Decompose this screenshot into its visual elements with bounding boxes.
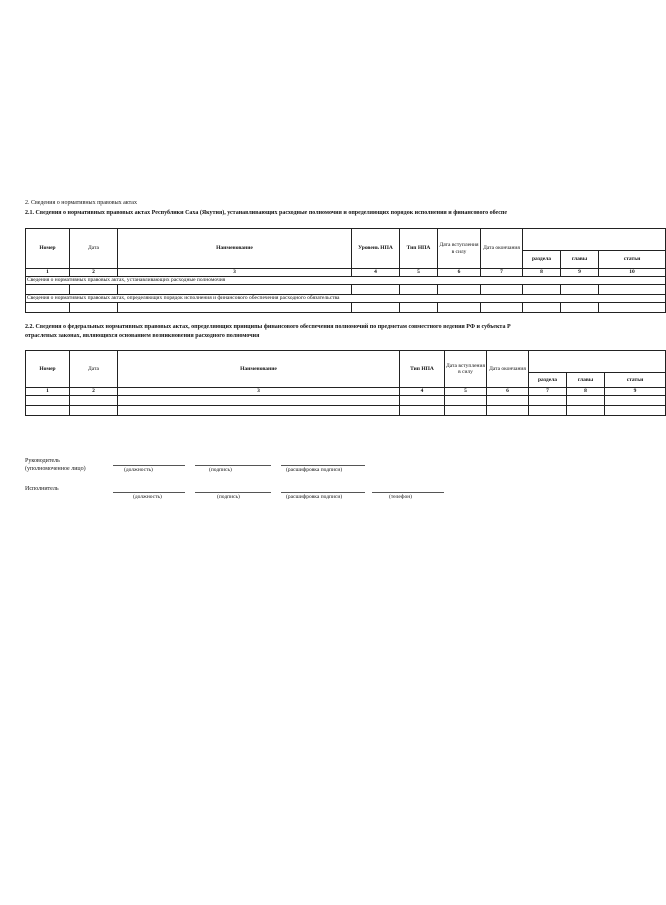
exec-phone-caption: (телефон) [389,494,413,500]
header-article: статьи [599,251,666,269]
col-number: 3 [118,269,352,277]
exec-position-line [113,492,185,493]
header-section: раздела [529,373,567,388]
exec-signature-line [195,492,271,493]
group-row-financing: Сведения о нормативных правовых актах, определяющих порядок исполнения и финансового обеспечения расходного обязательства [26,295,666,303]
header-type: Тип НПА [400,229,438,269]
header-structure-group [529,351,666,373]
col-number: 9 [605,388,666,396]
table-row [26,396,666,406]
col-number: 8 [567,388,605,396]
npa-federal-table [25,350,666,416]
header-date: Дата [70,229,118,269]
col-number: 1 [26,388,70,396]
col-number: 10 [599,269,666,277]
head-signature-caption: (подпись) [209,467,232,473]
section-2-2-title-cont: отраслевых законах, являющихся основанием возникновения расходного полномочия [25,333,260,339]
header-name: Наименование [118,229,352,269]
table-row [26,285,666,295]
header-chapter: главы [567,373,605,388]
section-2-title: 2. Сведения о нормативных правовых актах [25,200,137,206]
head-label: Руководитель [25,458,60,464]
col-number: 7 [529,388,567,396]
exec-decode-caption: (расшифровка подписи) [286,494,343,500]
exec-position-caption: (должность) [133,494,162,500]
table-row [26,406,666,416]
head-position-caption: (должность) [124,467,153,473]
header-end-date: Дата окончания [487,351,529,388]
head-position-line [113,465,185,466]
col-number: 2 [70,269,118,277]
col-number: 5 [400,269,438,277]
col-number: 8 [523,269,561,277]
col-number: 5 [445,388,487,396]
header-effective-date: Дата вступления в силу [438,229,481,269]
section-2-1-title: 2.1. Сведения о нормативных правовых актах Республики Саха (Якутия), устанавливающих расходные полномочия и определяющих порядок исполнения и финансового обеспе [25,210,508,216]
section-2-2-title: 2.2. Сведения о федеральных нормативных правовых актах, определяющих принципы финансового обеспечения полномочий по предметам совместного ведения РФ и субъекта Р [25,324,511,330]
col-number: 3 [118,388,400,396]
table-row [26,303,666,313]
col-number: 4 [352,269,400,277]
col-number: 7 [481,269,523,277]
header-number: Номер [26,351,70,388]
col-number: 2 [70,388,118,396]
head-decode-caption: (расшифровка подписи) [286,467,343,473]
header-effective-date: Дата вступления в силу [445,351,487,388]
executor-label: Исполнитель [25,486,59,492]
col-number: 9 [561,269,599,277]
exec-phone-line [372,492,444,493]
header-type: Тип НПА [400,351,445,388]
exec-signature-caption: (подпись) [217,494,240,500]
header-section: раздела [523,251,561,269]
header-level: Уровень НПА [352,229,400,269]
exec-decode-line [281,492,365,493]
npa-regional-table [25,228,666,313]
head-signature-line [195,465,271,466]
col-number: 1 [26,269,70,277]
col-number: 6 [438,269,481,277]
col-number: 4 [400,388,445,396]
header-article: статьи [605,373,666,388]
header-end-date: Дата окончания [481,229,523,269]
header-name: Наименование [118,351,400,388]
header-structure-group [523,229,666,251]
col-number: 6 [487,388,529,396]
group-row-powers: Сведения о нормативных правовых актах, устанавливающих расходные полномочия [26,277,666,285]
header-number: Номер [26,229,70,269]
header-date: Дата [70,351,118,388]
head-decode-line [281,465,365,466]
head-sublabel: (уполномоченное лицо) [25,466,86,472]
header-chapter: главы [561,251,599,269]
